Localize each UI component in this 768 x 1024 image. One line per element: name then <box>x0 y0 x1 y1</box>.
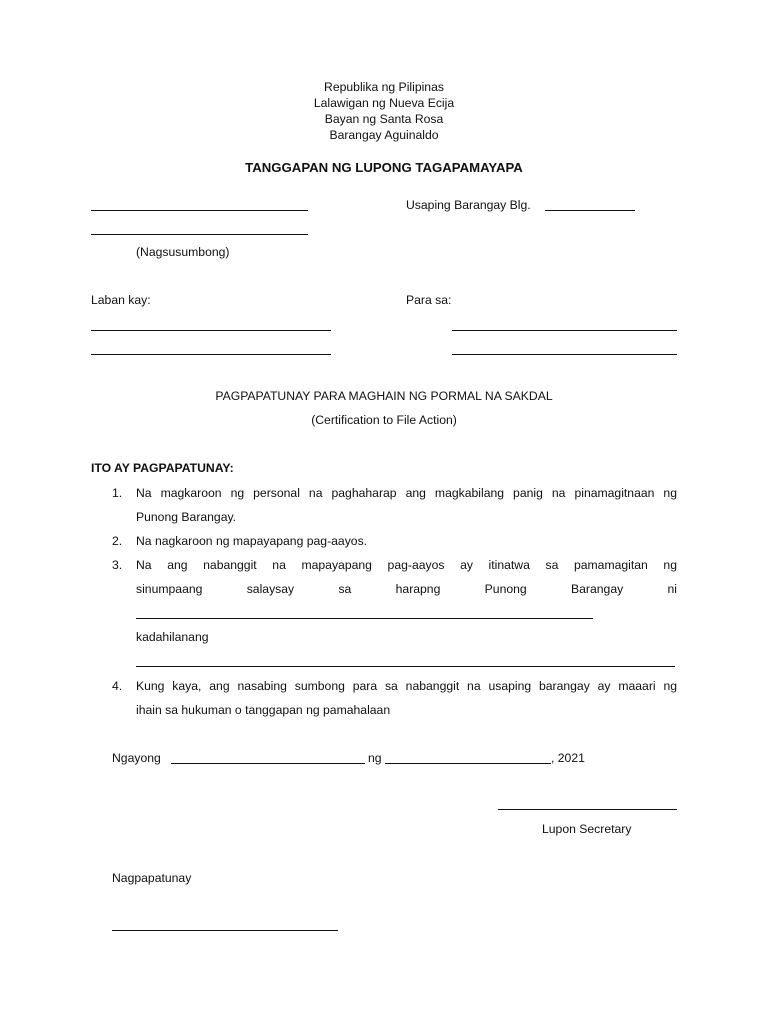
complainant-line-2 <box>91 234 308 235</box>
certifier-signature-line <box>112 930 338 931</box>
certification-intro: ITO AY PAGPAPATUNAY: <box>91 461 234 475</box>
header-country: Republika ng Pilipinas <box>324 80 444 94</box>
header-municipality: Bayan ng Santa Rosa <box>324 112 444 126</box>
date-ng-label: ng <box>368 751 382 765</box>
item-3-line-2: sinumpaang salaysay sa harapng Punong Barangay ni <box>136 582 677 596</box>
certifier-label: Nagpapatunay <box>112 871 192 885</box>
for-line-1 <box>452 330 677 331</box>
complainant-label: (Nagsusumbong) <box>136 245 230 259</box>
case-number-line <box>545 210 635 211</box>
date-today-label: Ngayong <box>112 751 161 765</box>
mediator-name-line <box>136 618 593 619</box>
item-4-line-1: Kung kaya, ang nasabing sumbong para sa nabanggit na usaping barangay ay maaari ng <box>136 679 677 693</box>
date-month-line <box>385 763 551 764</box>
for-label: Para sa: <box>406 293 452 307</box>
item-1-line-2: Punong Barangay. <box>136 510 237 524</box>
secretary-label: Lupon Secretary <box>542 822 632 836</box>
item-1-number: 1. <box>112 486 123 500</box>
document-title: PAGPAPATUNAY PARA MAGHAIN NG PORMAL NA SAKDAL <box>215 389 553 403</box>
reason-line <box>136 666 675 667</box>
respondent-line-1 <box>91 330 331 331</box>
complainant-line-1 <box>91 210 308 211</box>
date-year: , 2021 <box>551 751 585 765</box>
header-barangay: Barangay Aguinaldo <box>329 128 439 142</box>
item-3-line-1: Na ang nabanggit na mapayapang pag-aayos ay itinatwa sa pamamagitan ng <box>136 558 677 572</box>
item-4-number: 4. <box>112 679 123 693</box>
item-1-line-1: Na magkaroon ng personal na paghaharap ang magkabilang panig na pinamagitnaan ng <box>136 486 677 500</box>
item-2-number: 2. <box>112 534 123 548</box>
item-3-number: 3. <box>112 558 123 572</box>
respondent-line-2 <box>91 354 331 355</box>
reason-label: kadahilanang <box>136 630 209 644</box>
case-number-label: Usaping Barangay Blg. <box>406 198 531 212</box>
for-line-2 <box>452 354 677 355</box>
date-day-line <box>171 763 365 764</box>
item-4-line-2: ihain sa hukuman o tanggapan ng pamahalaan <box>136 703 391 717</box>
header-province: Lalawigan ng Nueva Ecija <box>313 96 455 110</box>
office-title: TANGGAPAN NG LUPONG TAGAPAMAYAPA <box>245 160 523 175</box>
against-label: Laban kay: <box>91 293 151 307</box>
document-subtitle: (Certification to File Action) <box>311 413 457 427</box>
item-2-line-1: Na nagkaroon ng mapayapang pag-aayos. <box>136 534 368 548</box>
secretary-signature-line <box>498 809 677 810</box>
